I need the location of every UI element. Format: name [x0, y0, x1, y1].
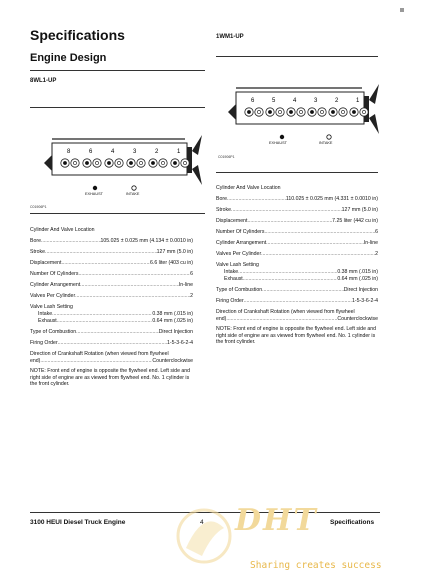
right-model-label: 1WM1-UP	[216, 34, 244, 40]
right-spec-list	[216, 194, 378, 346]
intake-label: INTAKE	[126, 192, 140, 196]
left-engine-diagram	[30, 125, 205, 215]
divider	[30, 70, 205, 71]
cylinder-number: 3	[314, 98, 318, 104]
divider	[30, 213, 205, 214]
valve-center-dot	[173, 161, 176, 164]
rotation-text: Direction of Crankshaft Rotation (when viewed from flywheel	[30, 351, 169, 357]
lash-block	[216, 262, 378, 283]
valve-center-dot	[151, 161, 154, 164]
rotation-block	[216, 309, 378, 323]
valve-center-dot	[161, 161, 164, 164]
spec-row: Number Of Cylinders ..... 6	[216, 227, 378, 238]
left-model-label: 8WL1-UP	[30, 78, 57, 84]
valve-center-dot	[341, 110, 344, 113]
cylinder-number: 2	[155, 149, 159, 155]
footer-title: 3100 HEUI Diesel Truck Engine	[30, 519, 126, 526]
spec-row: Stroke ..... 127 mm (5.0 in)	[30, 247, 193, 258]
left-note: NOTE: Front end of engine is opposite the flywheel end. Left side and right side of engine are as viewed from flywheel end. No. 1 cylinder is the front cylinder.	[30, 368, 191, 387]
watermark-tagline: Sharing creates success	[250, 560, 382, 571]
lash-heading: Valve Lash Setting	[30, 304, 73, 310]
watermark-emblem	[172, 504, 236, 568]
cylinder-number: 6	[89, 149, 93, 155]
spec-row: Displacement ..... 7.25 liter (442 cu in)	[216, 216, 378, 227]
valve-center-dot	[183, 161, 186, 164]
cylinder-number: 8	[67, 149, 71, 155]
spec-row: Valves Per Cylinder ..... 2	[216, 249, 378, 260]
valve-center-dot	[278, 110, 281, 113]
footer-section: Specifications	[330, 519, 375, 526]
valve-center-dot	[117, 161, 120, 164]
cylinder-number: 3	[133, 149, 137, 155]
valve-center-dot	[331, 110, 334, 113]
intake-marker	[327, 135, 331, 139]
spec-row: Firing Order ..... 1-5-3-6-2-4	[30, 338, 193, 349]
spec-row: Bore ..... 105.025 ± 0.025 mm (4.134 ± 0.0010 in)	[30, 236, 193, 247]
valve-center-dot	[299, 110, 302, 113]
valve-center-dot	[129, 161, 132, 164]
left-section-title: Cylinder And Valve Location	[30, 227, 95, 233]
cylinder-number: 4	[293, 98, 297, 104]
valve-center-dot	[268, 110, 271, 113]
lash-block	[30, 304, 193, 325]
right-engine-diagram	[216, 80, 381, 160]
spec-row: Valves Per Cylinder ..... 2	[30, 291, 193, 302]
cylinder-number: 6	[251, 98, 255, 104]
spec-row: Cylinder Arrangement ..... In-line	[216, 238, 378, 249]
valve-center-dot	[107, 161, 110, 164]
rotation-text: Direction of Crankshaft Rotation (when viewed from flywheel	[216, 309, 355, 315]
valve-center-dot	[257, 110, 260, 113]
spec-row: Bore ..... 110.025 ± 0.025 mm (4.331 ± 0.0010 in)	[216, 194, 378, 205]
spec-row: Number Of Cylinders ..... 6	[30, 269, 193, 280]
cylinder-number: 2	[335, 98, 339, 104]
cylinder-number: 1	[177, 149, 181, 155]
exhaust-label: EXHAUST	[85, 192, 103, 196]
intake-marker	[132, 186, 136, 190]
pulley-shape	[44, 155, 52, 171]
fan-blade-shape	[192, 135, 202, 185]
page-subtitle: Engine Design	[30, 52, 107, 64]
figure-code: C01906P1	[30, 205, 47, 209]
spec-row: Firing Order ..... 1-5-3-6-2-4	[216, 296, 378, 307]
right-section-title: Cylinder And Valve Location	[216, 185, 281, 191]
spec-row: Stroke ..... 127 mm (5.0 in)	[216, 205, 378, 216]
rotation-row: end) ..... Counterclockwise	[30, 358, 193, 365]
lash-heading: Valve Lash Setting	[216, 262, 259, 268]
divider	[216, 56, 378, 57]
spec-row: Type of Combustion ..... Direct Injection	[216, 285, 378, 296]
lash-intake-row: Intake ..... 0.38 mm (.015 in)	[216, 269, 378, 276]
watermark-logo: DHT	[235, 503, 318, 538]
valve-center-dot	[95, 161, 98, 164]
divider	[216, 172, 378, 173]
intake-label: INTAKE	[319, 141, 333, 145]
exhaust-marker	[280, 135, 284, 139]
valve-center-dot	[310, 110, 313, 113]
cylinder-number: 4	[111, 149, 115, 155]
valve-center-dot	[247, 110, 250, 113]
exhaust-label: EXHAUST	[269, 141, 287, 145]
divider	[30, 107, 205, 108]
lash-exhaust-row: Exhaust ..... 0.64 mm (.025 in)	[216, 276, 378, 283]
rotation-row: end) ..... Counterclockwise	[216, 316, 378, 323]
valve-center-dot	[63, 161, 66, 164]
page-title: Specifications	[30, 27, 125, 43]
valve-center-dot	[289, 110, 292, 113]
valve-center-dot	[362, 110, 365, 113]
fan-blade-shape	[369, 84, 379, 134]
page-number: 4	[200, 519, 204, 526]
rotation-block	[30, 351, 193, 365]
valve-center-dot	[85, 161, 88, 164]
spec-row: Type of Combustion ..... Direct Injection	[30, 327, 193, 338]
valve-center-dot	[139, 161, 142, 164]
corner-mark	[400, 8, 404, 12]
spec-row: Displacement ..... 6.6 liter (403 cu in)	[30, 258, 193, 269]
lash-intake-row: Intake ..... 0.38 mm (.015 in)	[30, 311, 193, 318]
valve-center-dot	[73, 161, 76, 164]
figure-code: C01906P1	[218, 155, 235, 159]
valve-center-dot	[352, 110, 355, 113]
lash-exhaust-row: Exhaust ..... 0.64 mm (.025 in)	[30, 318, 193, 325]
cylinder-number: 5	[272, 98, 276, 104]
valve-center-dot	[320, 110, 323, 113]
cylinder-number: 1	[356, 98, 360, 104]
right-note: NOTE: Front end of engine is opposite the flywheel end. Left side and right side of engine are as viewed from flywheel end. No. 1 cylinder is the front cylinder.	[216, 326, 377, 345]
pulley-shape	[228, 104, 236, 120]
exhaust-marker	[93, 186, 97, 190]
left-spec-list	[30, 236, 193, 388]
spec-row: Cylinder Arrangement ..... In-line	[30, 280, 193, 291]
